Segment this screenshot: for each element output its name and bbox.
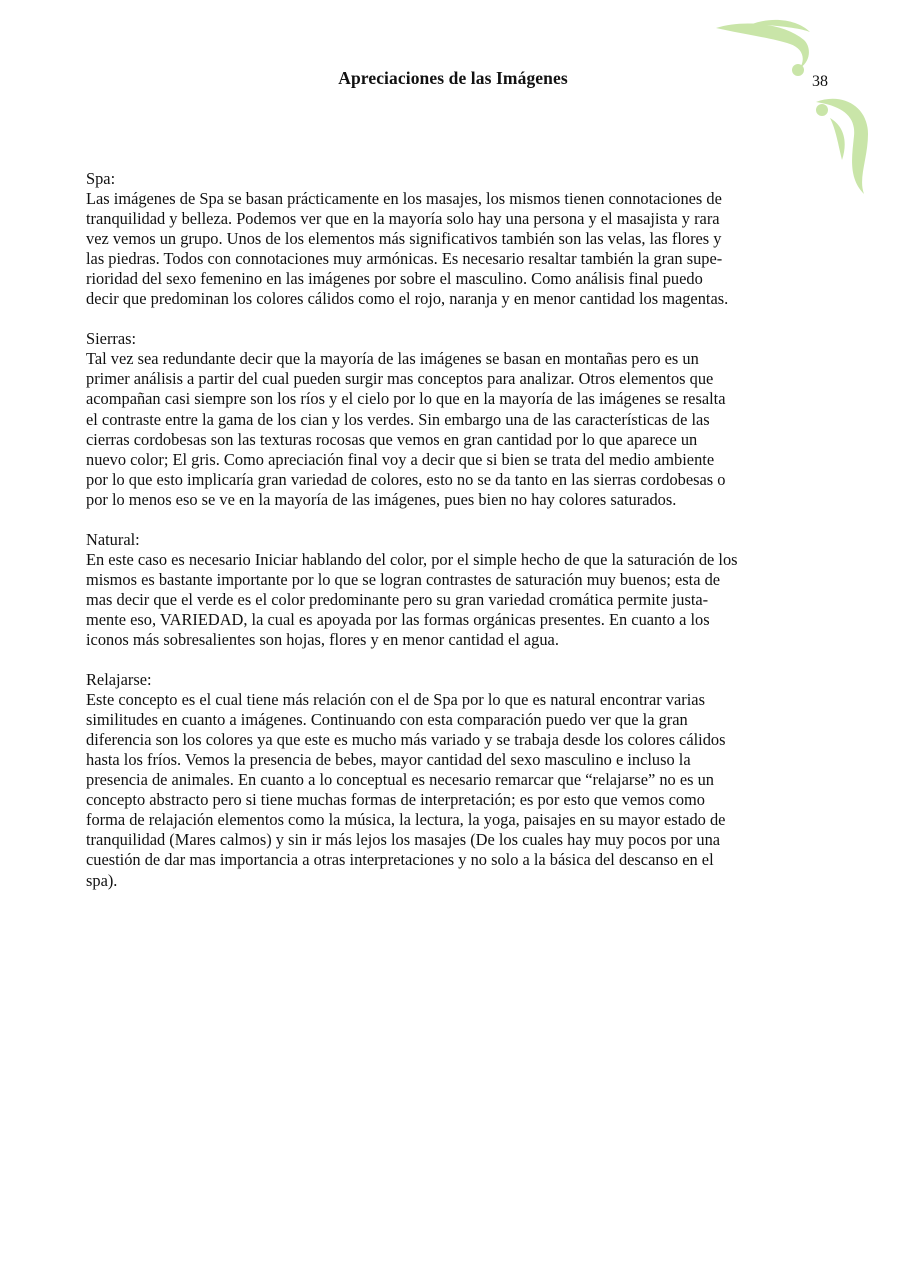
paragraph-line: mas decir que el verde es el color predominante pero su gran variedad cromática permite justa- <box>86 589 709 609</box>
ornament-upper-swirl <box>716 24 809 68</box>
section-spa <box>86 169 822 309</box>
paragraph-line: tranquilidad (Mares calmos) y sin ir más lejos los masajes (De los cuales hay muy pocos por una <box>86 830 721 850</box>
paragraph-line: rioridad del sexo femenino en las imágenes por sobre el masculino. Como análisis final puedo <box>86 269 703 289</box>
paragraph-line: forma de relajación elementos como la música, la lectura, la yoga, paisajes en su mayor estado de <box>86 810 726 830</box>
paragraph-line: concepto abstracto pero si tiene muchas formas de interpretación; es por esto que vemos como <box>86 790 705 810</box>
paragraph-line: similitudes en cuanto a imágenes. Continuando con esta comparación puedo ver que la gran <box>86 710 688 730</box>
paragraph-line: mente eso, VARIEDAD, la cual es apoyada por las formas orgánicas presentes. En cuanto a los <box>86 609 710 629</box>
paragraph-line: cuestión de dar mas importancia a otras interpretaciones y no solo a la básica del descanso en el <box>86 850 714 870</box>
paragraph-line: Tal vez sea redundante decir que la mayoría de las imágenes se basan en montañas pero es un <box>86 349 699 369</box>
paragraph-line: tranquilidad y belleza. Podemos ver que en la mayoría solo hay una persona y el masajista y rara <box>86 209 720 229</box>
section-heading: Spa: <box>86 169 116 188</box>
paragraph-line: Este concepto es el cual tiene más relación con el de Spa por lo que es natural encontrar varias <box>86 690 705 710</box>
document-body <box>86 169 822 911</box>
paragraph-line: decir que predominan los colores cálidos como el rojo, naranja y en menor cantidad los magentas. <box>86 289 729 309</box>
paragraph-line: En este caso es necesario Iniciar hablando del color, por el simple hecho de que la saturación de los <box>86 549 738 569</box>
paragraph-line: mismos es bastante importante por lo que se logran contrastes de saturación muy buenos; esta de <box>86 569 721 589</box>
paragraph-line: vez vemos un grupo. Unos de los elementos más significativos también son las velas, las flores y <box>86 229 722 249</box>
paragraph-line: por lo menos eso se ve en la mayoría de las imágenes, pues bien no hay colores saturados. <box>86 489 677 509</box>
page-number: 38 <box>812 73 828 90</box>
paragraph-line: las piedras. Todos con connotaciones muy armónicas. Es necesario resaltar también la gran supe- <box>86 249 723 269</box>
section-sierras <box>86 329 822 509</box>
section-relajarse <box>86 670 822 891</box>
paragraph-line: nuevo color; El gris. Como apreciación final voy a decir que si bien se trata del medio ambiente <box>86 449 715 469</box>
section-heading: Relajarse: <box>86 670 152 690</box>
paragraph-line: acompañan casi siempre son los ríos y el cielo por lo que en la mayoría de las imágenes se resalta <box>86 389 726 409</box>
paragraph-line: cierras cordobesas son las texturas rocosas que vemos en gran cantidad por lo que aparece un <box>86 429 698 449</box>
paragraph-line: Las imágenes de Spa se basan prácticamente en los masajes, los mismos tienen connotaciones de <box>86 189 722 209</box>
section-heading: Sierras: <box>86 329 137 349</box>
ornament-dot <box>816 104 828 116</box>
paragraph-line: diferencia son los colores ya que este es mucho más variado y se trabaja desde los colores cálidos <box>86 730 726 750</box>
paragraph-line: iconos más sobresalientes son hojas, flores y en menor cantidad el agua. <box>86 629 559 649</box>
paragraph-line: primer análisis a partir del cual pueden surgir mas conceptos para analizar. Otros elementos que <box>86 369 714 389</box>
paragraph-line: hasta los fríos. Vemos la presencia de bebes, mayor cantidad del sexo masculino e incluso la <box>86 750 691 770</box>
ornament-lower-leaf <box>830 118 845 160</box>
paragraph-line: por lo que esto implicaría gran variedad de colores, esto no se da tanto en las sierras cordobesas o <box>86 469 726 489</box>
section-natural <box>86 530 822 650</box>
paragraph-line: presencia de animales. En cuanto a lo conceptual es necesario remarcar que “relajarse” no es un <box>86 770 714 790</box>
section-heading: Natural: <box>86 529 140 549</box>
paragraph-line: spa). <box>86 870 118 890</box>
page-title: Apreciaciones de las Imágenes <box>338 68 568 88</box>
paragraph-line: el contraste entre la gama de los cian y los verdes. Sin embargo una de las características de las <box>86 409 710 429</box>
